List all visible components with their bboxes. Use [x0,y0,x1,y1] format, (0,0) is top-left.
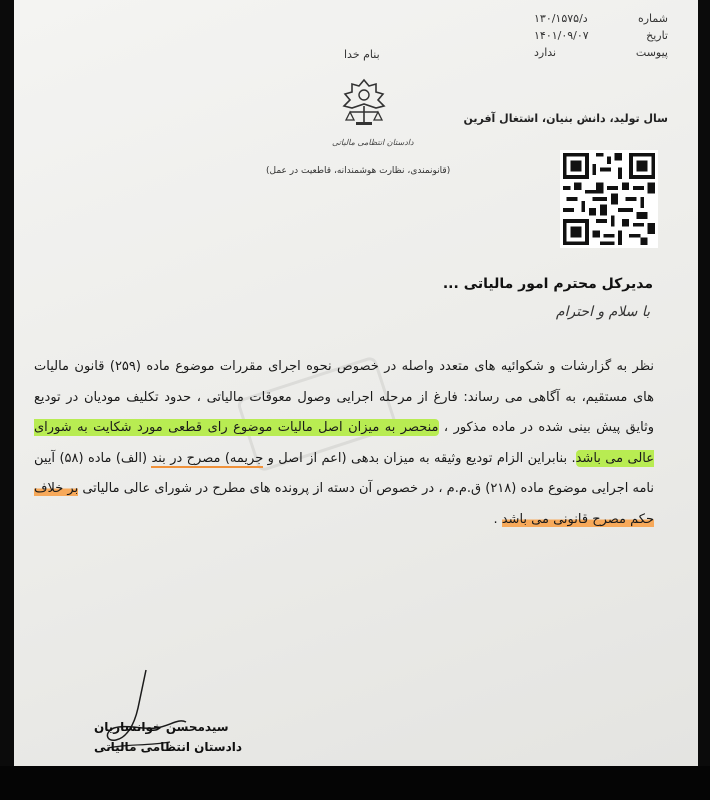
attachment-value: ندارد [534,46,557,59]
body-text-part-1: نظر به گزارشات و شکوائیه های متعدد واصله در خصوص نحوه اجرای مقررات موضوع ماده (۲۵۹) قانون مالیات های مستقیم، به آگاهی می رساند: فارغ از مرحله اجرایی وصول معوقات مالیاتی ، حدود تکلیف مودیان در تودیع وثایق پیش بینی شده در ماده مذکور ، [34,359,655,435]
letter-body [34,352,654,535]
date-label: تاریخ [646,29,668,42]
attachment-label: پیوست [635,46,668,59]
body-text-part-2: . بنابراین الزام تودیع وثیقه به میزان بدهی (اعم از اصل و [263,450,576,466]
org-name: دادستان انتظامی مالیاتی [332,138,414,147]
number-value: ۱۳۰/۱۵۷۵/د [534,12,588,25]
highlight-green: منحصر به میزان اصل مالیات موضوع رای قطعی مورد شکایت به شورای عالی می باشد [34,420,655,466]
number-label: شماره [637,12,668,25]
date-value: ۱۴۰۱/۰۹/۰۷ [534,29,589,42]
greeting: با سلام و احترام [555,304,650,320]
body-text-part-3: (الف) ماده (۵۸) آیین نامه اجرایی موضوع ماده (۲۱۸) ق.م.م ، در خصوص آن دسته از پرونده های مطرح در شورای عالی مالیاتی [34,450,654,496]
underline-orange: جریمه) مصرح در بند [151,450,264,466]
highlight-orange: بر خلاف حکم مصرح قانونی می باشد [34,481,654,527]
year-slogan: سال تولید، دانش بنیان، اشتغال آفرین [463,112,668,125]
letter-meta [534,12,668,63]
bottom-black-bar [0,766,710,800]
qr-code-icon [560,150,658,248]
emblem-icon [336,78,392,128]
basmala: بنام خدا [344,48,380,61]
signer-title: دادستان انتظامی مالیاتی [94,740,243,754]
letter-page [14,0,698,766]
body-text-part-4: . [493,511,502,527]
signer-name: سیدمحسن خوانساریان [94,720,229,734]
recipient: مدیرکل محترم امور مالیاتی ... [442,276,653,292]
org-motto: (قانونمندی، نظارت هوشمندانه، قاطعیت در عمل) [266,166,451,176]
